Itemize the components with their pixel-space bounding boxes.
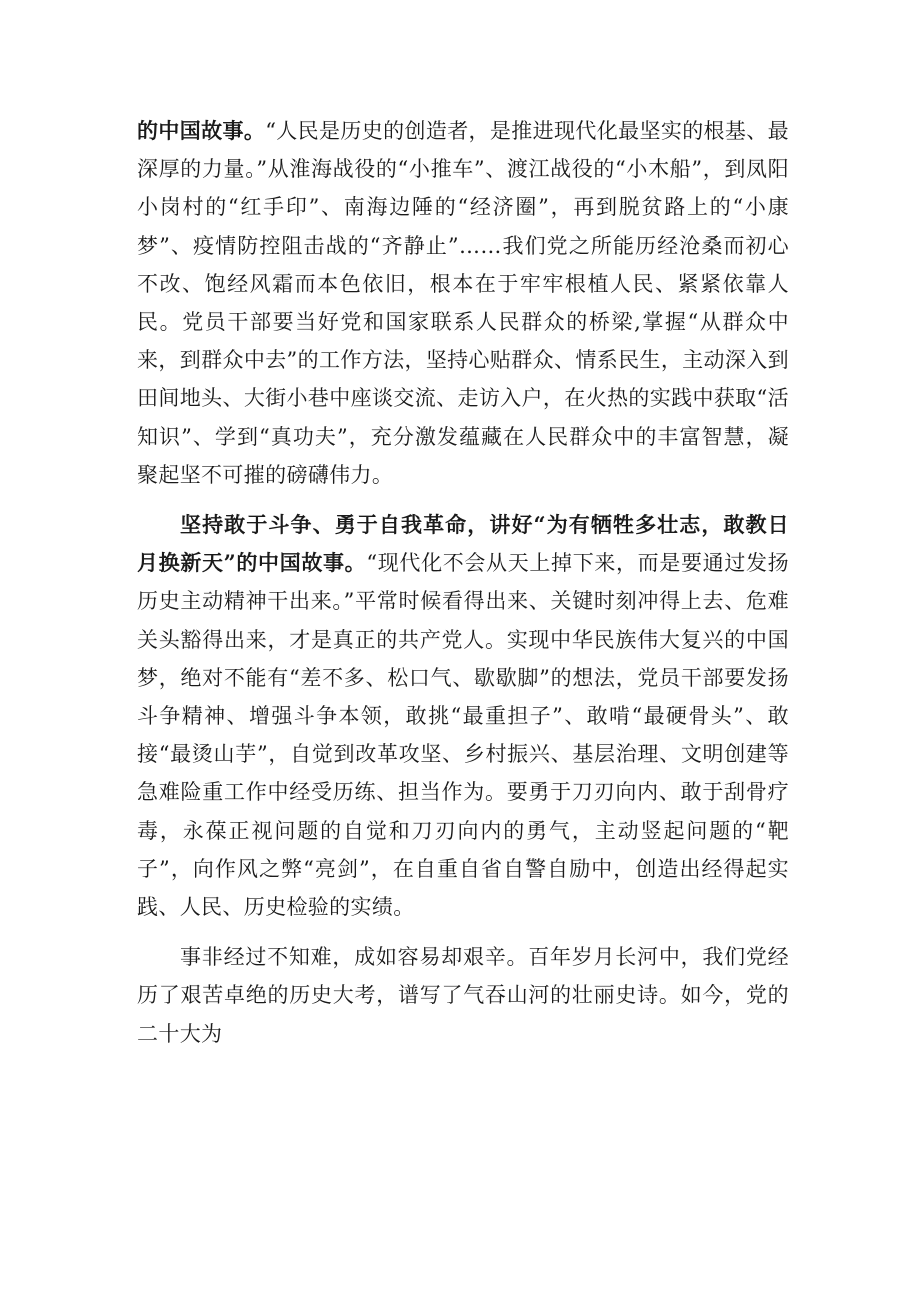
paragraph-lead-heading: 坚持敢于斗争、勇于自我革命，讲好“为有牺牲多壮志，敢教日月换新天”的中国故事。 xyxy=(137,512,789,576)
paragraph-people-story xyxy=(137,112,789,494)
paragraph-body-text: “人民是历史的创造者，是推进现代化最坚实的根基、最深厚的力量。”从淮海战役的“小推车”、渡江战役的“小木船”，到凤阳小岗村的“红手印”、南海边陲的“经济圈”，再到脱贫路上的“小康梦”、疫情防控阻击战的“齐静止”……我们党之所能历经沧桑而初心不改、饱经风霜而本色依旧，根本在于牢牢根植人民、紧紧依靠人民。党员干部要当好党和国家联系人民群众的桥梁,掌握“从群众中来，到群众中去”的工作方法，坚持心贴群众、情系民生，主动深入到田间地头、大街小巷中座谈交流、走访入户，在火热的实践中获取“活知识”、学到“真功夫”，充分激发蕴藏在人民群众中的丰富智慧，凝聚起坚不可摧的磅礴伟力。 xyxy=(137,119,789,487)
paragraph-lead-heading: 的中国故事。 xyxy=(137,118,266,143)
paragraph-body-text: “现代化不会从天上掉下来，而是要通过发扬历史主动精神干出来。”平常时候看得出来、关键时刻冲得上去、危难关头豁得出来，才是真正的共产党人。实现中华民族伟大复兴的中国梦，绝对不能有“差不多、松口气、歇歇脚”的想法，党员干部要发扬斗争精神、增强斗争本领，敢挑“最重担子”、敢啃“最硬骨头”、敢接“最烫山芋”，自觉到改革攻坚、乡村振兴、基层治理、文明创建等急难险重工作中经受历练、担当作为。要勇于刀刃向内、敢于刮骨疗毒，永葆正视问题的自觉和刀刃向内的勇气，主动竖起问题的“靶子”，向作风之弊“亮剑”，在自重自省自警自励中，创造出经得起实践、人民、历史检验的实绩。 xyxy=(137,551,790,920)
paragraph-body-text: 事非经过不知难，成如容易却艰辛。百年岁月长河中，我们党经历了艰苦卓绝的历史大考，谱写了气吞山河的壮丽史诗。如今，党的二十大为 xyxy=(137,945,789,1046)
paragraph-struggle-story xyxy=(137,506,789,926)
paragraph-conclusion xyxy=(137,938,789,1053)
document-page xyxy=(137,112,789,1053)
